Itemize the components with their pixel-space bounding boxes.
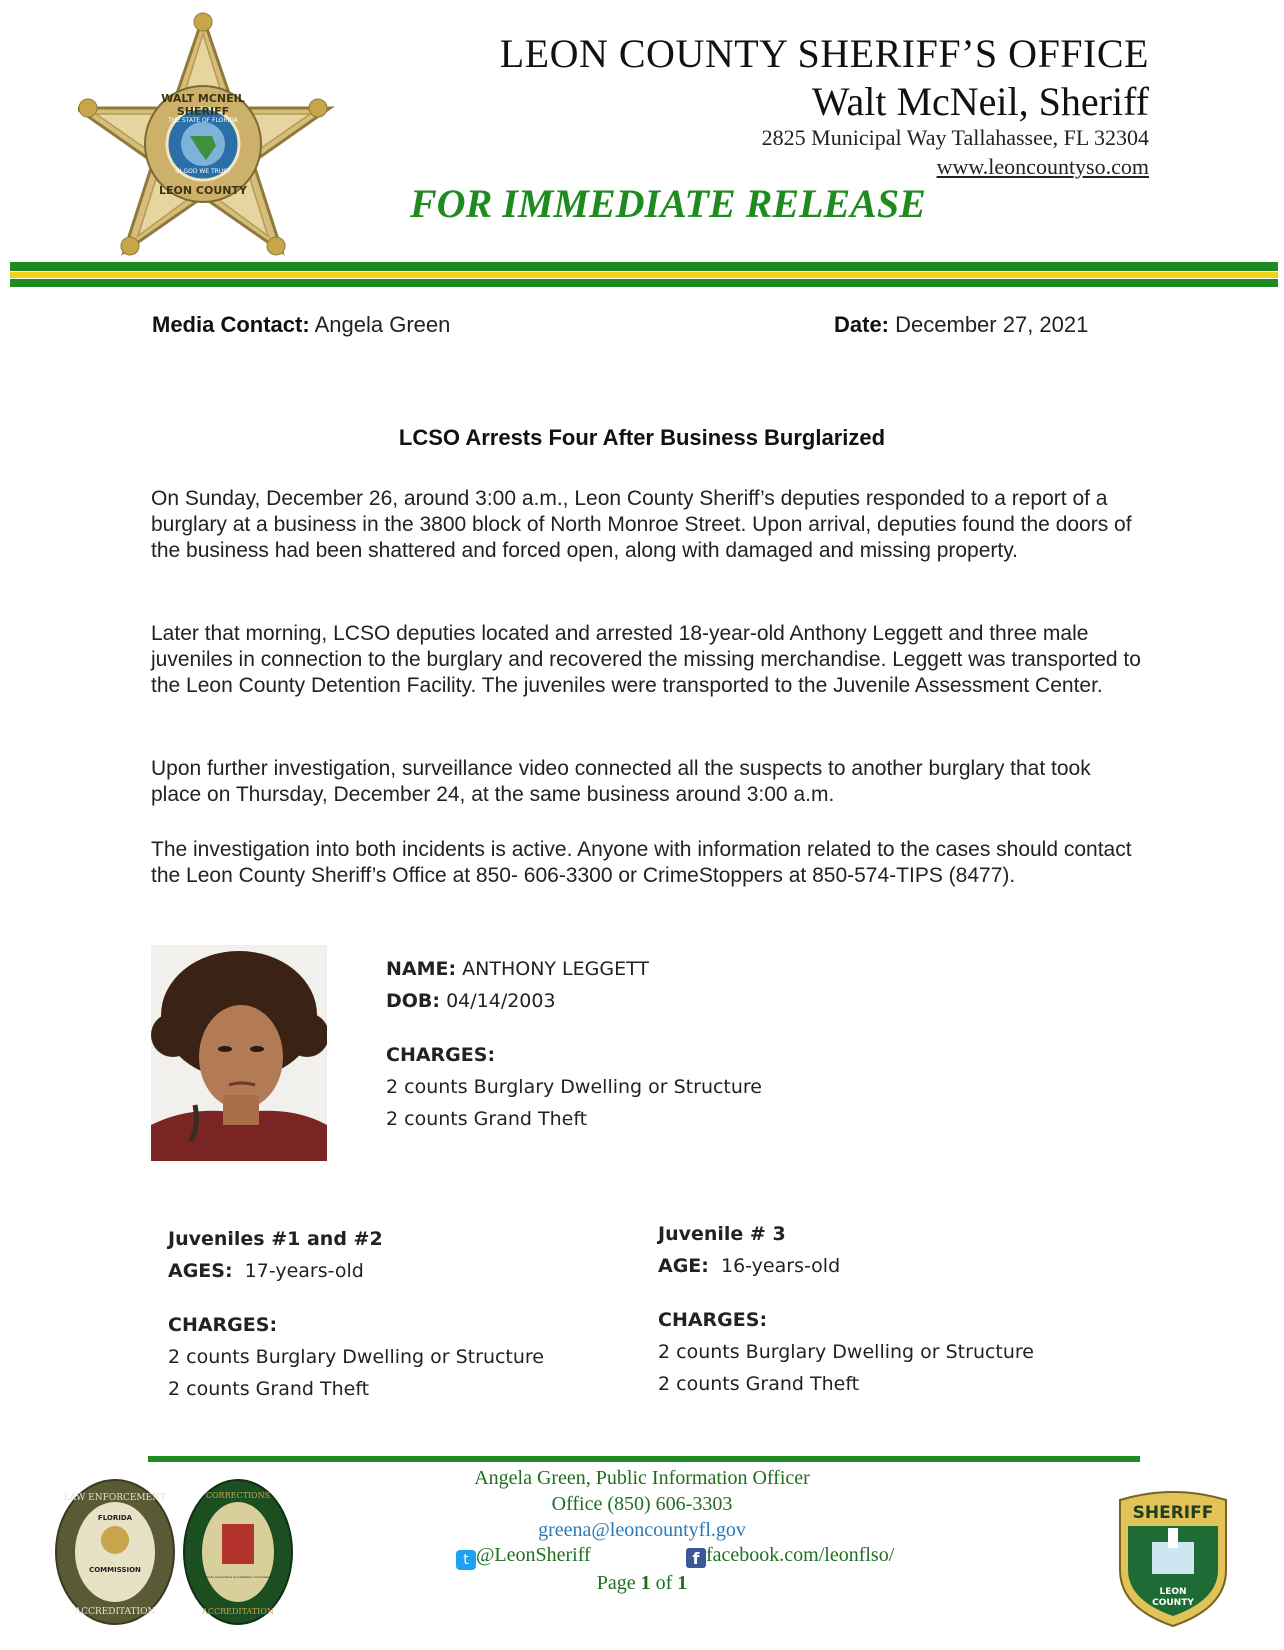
header-stripe-green-bottom — [10, 279, 1278, 287]
body-paragraph-2: Later that morning, LCSO deputies located and arrested 18-year-old Anthony Leggett and three male juveniles in connection to the burglary and recovered the missing merchandise. Leggett was transported to the Leon County Detention Facility. The juveniles were transported to the Juvenile Assessment Center. — [151, 622, 1141, 697]
suspect-name-label: NAME: — [386, 958, 457, 980]
badge-ring-top: THE STATE OF FLORIDA — [168, 117, 238, 124]
juvenile-b-charge-2: 2 counts Grand Theft — [658, 1373, 860, 1395]
suspect-dob-label: DOB: — [386, 990, 441, 1012]
release-date — [834, 312, 1088, 338]
body-paragraph-1: On Sunday, December 26, around 3:00 a.m., Leon County Sheriff’s deputies responded to a report of a burglary at a business in the 3800 block of North Monroe Street. Upon arrival, deputies found the doors of the business had been shattered and forced open, along with damaged and missing property. — [151, 487, 1132, 562]
facebook-icon: f — [686, 1548, 706, 1568]
suspect-charges-label: CHARGES: — [386, 1044, 496, 1066]
juveniles-a-charge-1: 2 counts Burglary Dwelling or Structure — [168, 1346, 545, 1368]
headline: LCSO Arrests Four After Business Burglarized — [398, 425, 886, 450]
juvenile-b-charges-label: CHARGES: — [658, 1309, 768, 1331]
facebook-url: facebook.com/leonflso/ — [706, 1544, 895, 1566]
media-contact-label: Media Contact: — [152, 312, 310, 337]
law-seal-commission: COMMISSION — [89, 1566, 141, 1574]
corr-seal-top: CORRECTIONS — [205, 1491, 271, 1500]
juveniles-a-charge-2: 2 counts Grand Theft — [168, 1378, 370, 1400]
suspect-dob-value: 04/14/2003 — [446, 990, 556, 1012]
juveniles-a-age-value: 17-years-old — [244, 1260, 364, 1282]
juvenile-b-age-label: AGE: — [658, 1255, 709, 1277]
leon-county-sheriff-shield — [1114, 1488, 1232, 1628]
juveniles-a-age-row — [168, 1260, 364, 1282]
website-link[interactable]: www.leoncountyso.com — [936, 154, 1149, 179]
corr-seal-bottom: ACCREDITATION — [202, 1607, 274, 1616]
footer-divider — [148, 1456, 1140, 1462]
release-label: FOR IMMEDIATE RELEASE — [410, 181, 926, 226]
footer-officer: Angela Green, Public Information Officer — [474, 1467, 810, 1489]
law-enforcement-accreditation-seal — [54, 1478, 176, 1626]
suspect-charge-1: 2 counts Burglary Dwelling or Structure — [386, 1076, 763, 1098]
suspect-name-value: ANTHONY LEGGETT — [462, 958, 649, 980]
corrections-accreditation-seal — [182, 1478, 294, 1626]
date-value: December 27, 2021 — [895, 312, 1089, 337]
juveniles-a-charges-label: CHARGES: — [168, 1314, 278, 1336]
header-stripe-green-top — [10, 262, 1278, 271]
badge-text-sheriff: SHERIFF — [176, 105, 230, 118]
shield-top: SHERIFF — [1132, 1503, 1214, 1523]
law-seal-bottom: ACCREDITATION — [74, 1607, 156, 1617]
header-stripe-yellow — [10, 272, 1278, 278]
footer-facebook[interactable] — [686, 1544, 894, 1568]
juvenile-b-charge-1: 2 counts Burglary Dwelling or Structure — [658, 1341, 1035, 1363]
date-label: Date: — [834, 312, 890, 337]
footer-phone: Office (850) 606-3303 — [551, 1493, 733, 1515]
suspect-photo — [151, 945, 327, 1161]
juveniles-a-age-label: AGES: — [168, 1260, 233, 1282]
media-contact-value: Angela Green — [314, 312, 451, 337]
suspect-name-row — [386, 958, 649, 980]
law-seal-top: LAW ENFORCEMENT — [63, 1493, 167, 1503]
footer-email[interactable]: greena@leoncountyfl.gov — [538, 1519, 746, 1541]
sheriff-star-badge — [78, 12, 338, 262]
media-contact — [152, 312, 450, 338]
badge-ring-bottom: IN GOD WE TRUST — [175, 168, 231, 175]
juvenile-b-age-row — [658, 1255, 840, 1277]
office-address: 2825 Municipal Way Tallahassee, FL 32304 — [761, 125, 1149, 150]
corr-seal-center: Florida Corrections Accreditation Commission — [203, 1575, 273, 1579]
office-name: LEON COUNTY SHERIFF’S OFFICE — [499, 31, 1149, 76]
footer-twitter[interactable] — [456, 1544, 591, 1570]
badge-text-bottom: LEON COUNTY — [159, 184, 247, 197]
juveniles-a-title: Juveniles #1 and #2 — [168, 1228, 383, 1250]
body-paragraph-4: The investigation into both incidents is active. Anyone with information related to the cases should contact the Leon County Sheriff’s Office at 850- 606-3300 or CrimeStoppers at 850-574-TIPS (8477). — [151, 838, 1132, 887]
suspect-dob-row — [386, 990, 556, 1012]
twitter-handle: @LeonSheriff — [476, 1544, 591, 1566]
body-paragraph-3: Upon further investigation, surveillance video connected all the suspects to another burglary that took place on Thursday, December 24, at the same business around 3:00 a.m. — [151, 757, 1091, 806]
shield-bottom-1: LEON — [1159, 1587, 1187, 1597]
sheriff-name: Walt McNeil, Sheriff — [811, 79, 1149, 124]
suspect-charge-2: 2 counts Grand Theft — [386, 1108, 588, 1130]
shield-bottom-2: COUNTY — [1152, 1598, 1194, 1608]
badge-text-top: WALT MCNEIL — [161, 92, 245, 105]
juvenile-b-title: Juvenile # 3 — [658, 1223, 786, 1245]
juvenile-b-age-value: 16-years-old — [720, 1255, 841, 1277]
law-seal-state: FLORIDA — [97, 1514, 133, 1522]
twitter-icon: t — [456, 1550, 476, 1570]
footer-page-number: Page 1 of 1 — [596, 1572, 688, 1594]
